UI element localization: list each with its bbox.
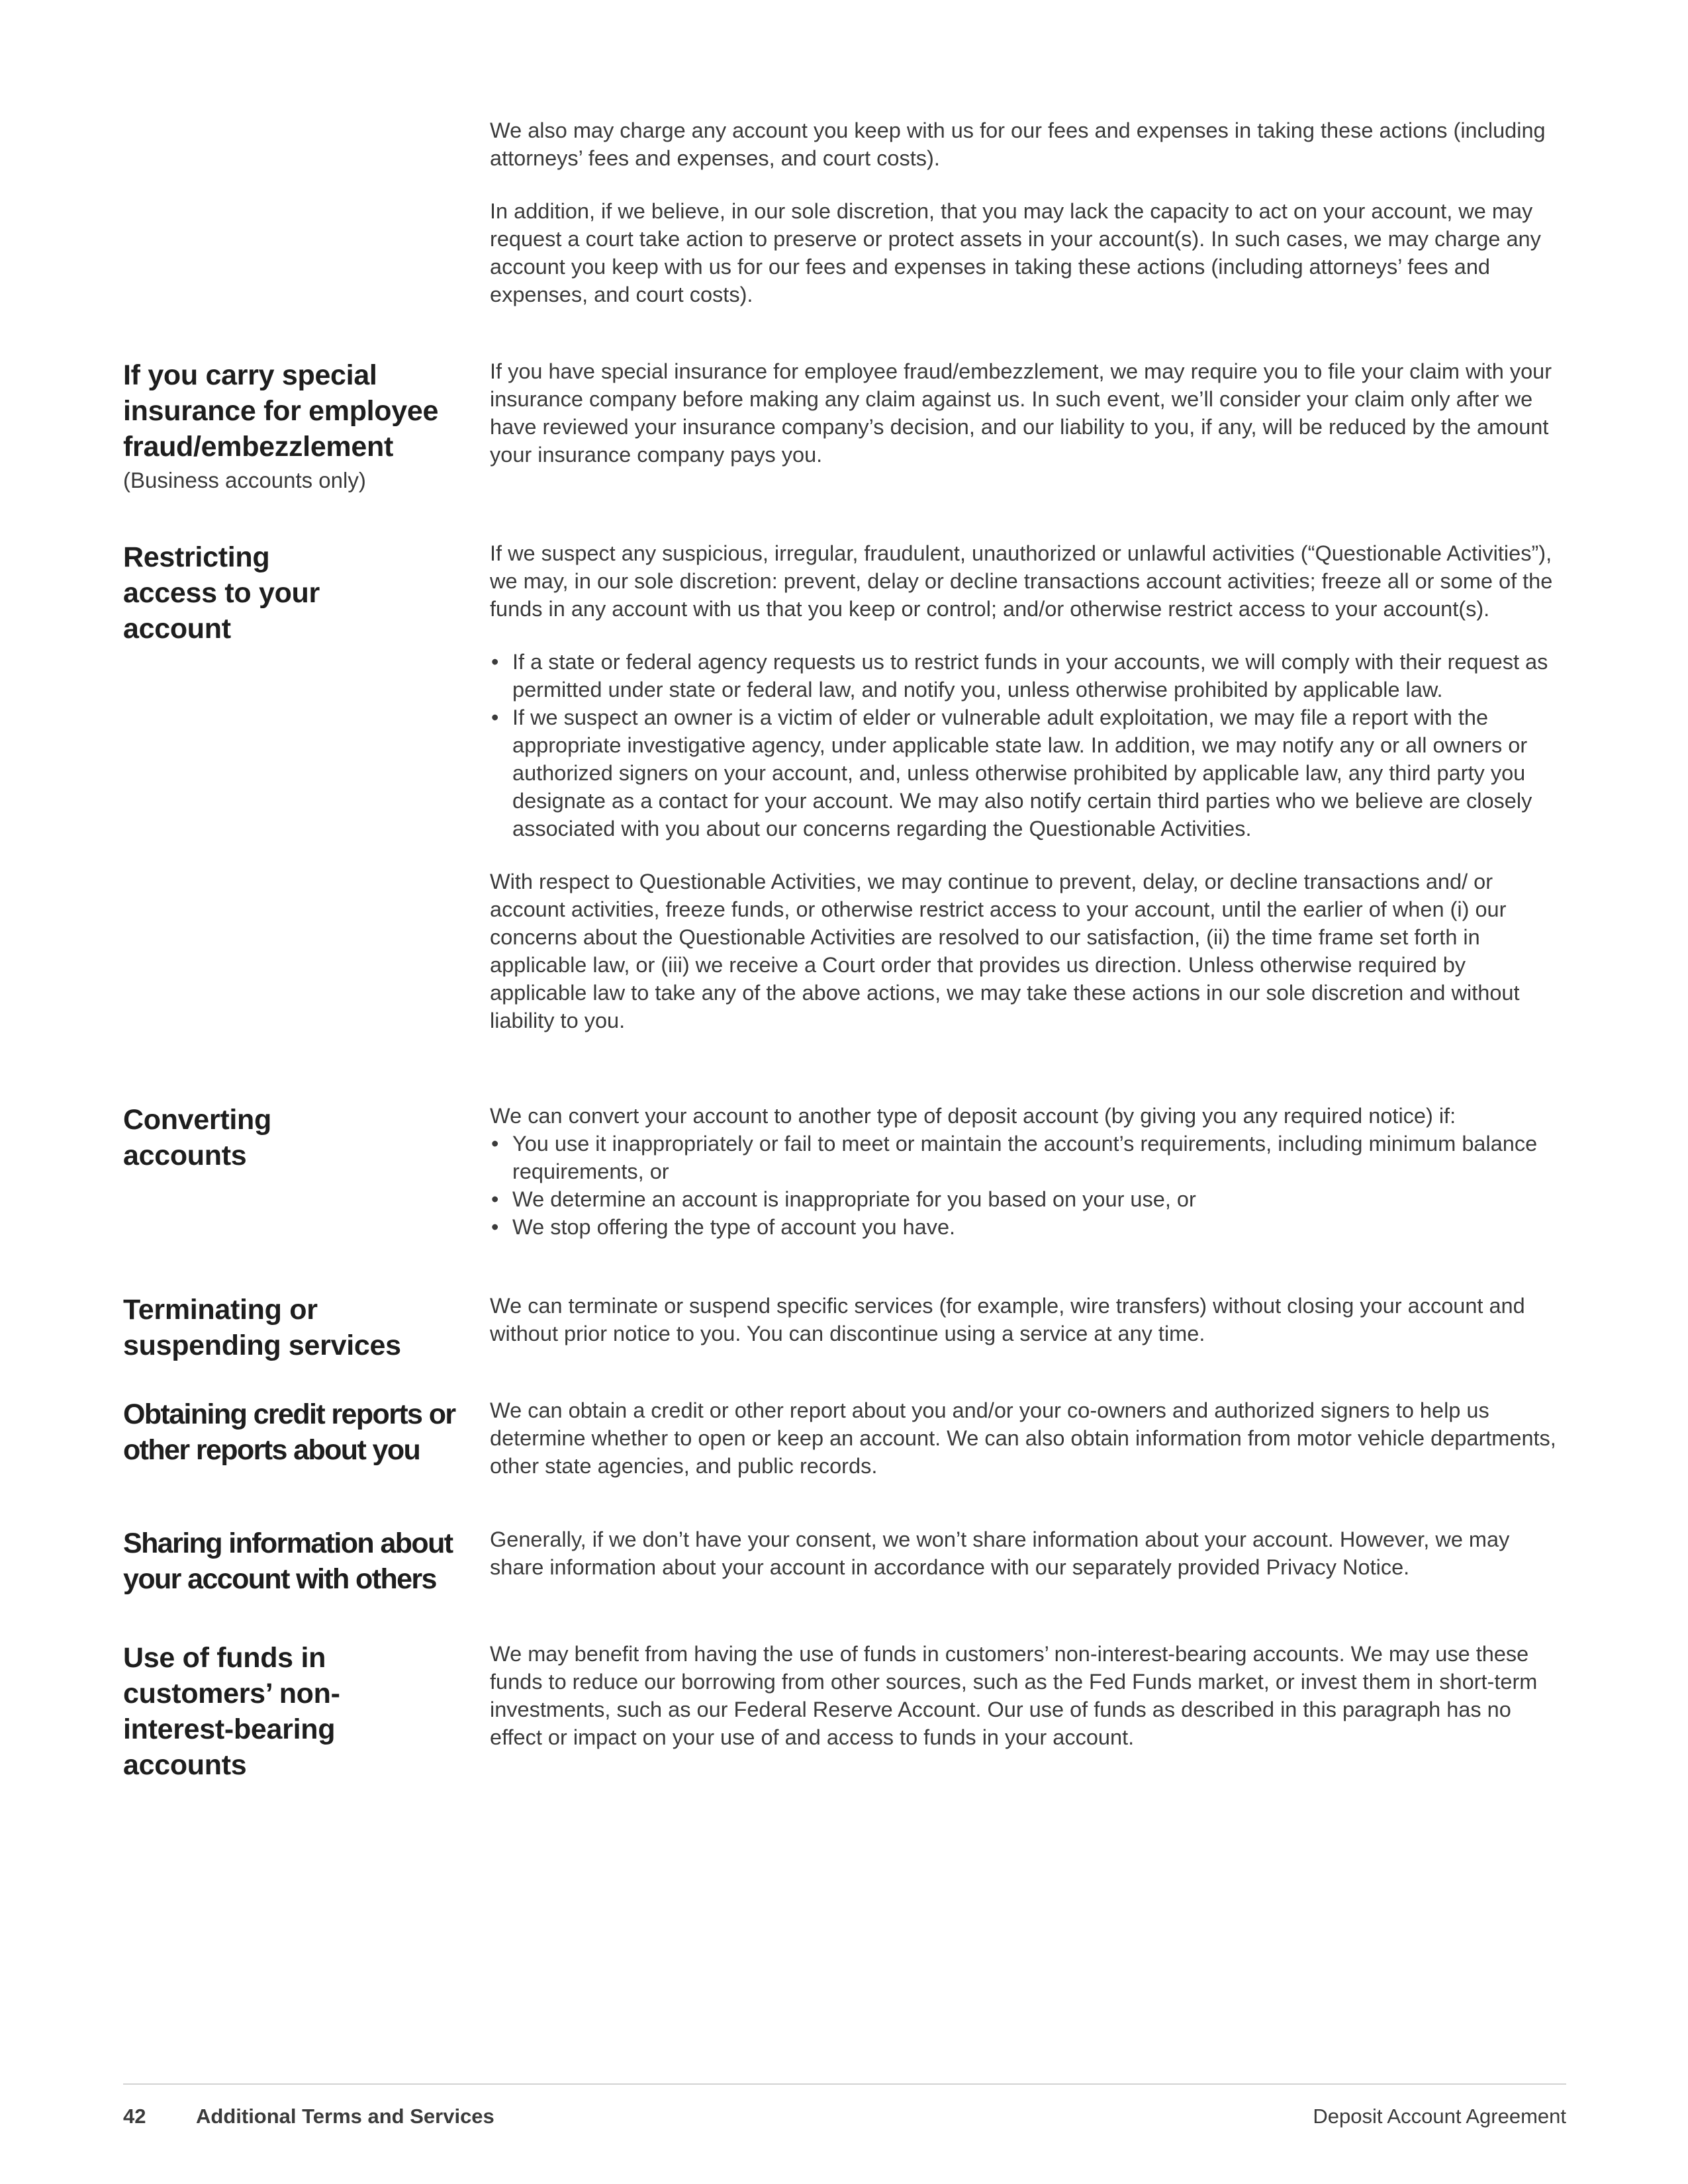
bullet-item: • We stop offering the type of account you have. (491, 1215, 956, 1239)
body-paragraph: If we suspect any suspicious, irregular, fraudulent, unauthorized or unlawful activities (“Questionable Activities”), we may, in our sole discretion: prevent, delay or decline transactions account activities; freeze all or some of the funds in any account with us that you keep or control; and/or otherwise restrict access to your account(s). (490, 541, 1553, 621)
section-heading (123, 1292, 434, 1363)
bullet-list (490, 1130, 1566, 1241)
section-body (490, 1102, 1566, 1241)
body-paragraph: Generally, if we don’t have your consent, we won’t share information about your account. However, we may share information about your account in accordance with our separately provided Privacy Notice. (490, 1527, 1510, 1579)
section-heading (123, 1396, 474, 1468)
section-title: Sharing information about your account with others (123, 1527, 453, 1595)
intro-paragraph: In addition, if we believe, in our sole discretion, that you may lack the capacity to act on your account, we may request a court take action to preserve or protect assets in your account(s). In such cases, we may charge any account you keep with us for our fees and expenses in taking these actions (including attorneys’ fees and expenses, and court costs). (490, 199, 1541, 306)
bullet-item: • If a state or federal agency requests us to restrict funds in your accounts, we will comply with their request as permitted under state or federal law, and notify you, unless otherwise prohibited by applicable law. (491, 650, 1548, 702)
section-body (490, 539, 1566, 1060)
section-heading (123, 357, 454, 495)
section-heading (123, 1640, 441, 1783)
section-heading (123, 1102, 322, 1173)
body-paragraph: We can terminate or suspend specific services (for example, wire transfers) without closing your account and without prior notice to you. You can discontinue using a service at any time. (490, 1294, 1525, 1345)
bullet-item: • You use it inappropriately or fail to meet or maintain the account’s requirements, including minimum balance requirements, or (491, 1132, 1538, 1183)
body-paragraph: We may benefit from having the use of funds in customers’ non-interest-bearing accounts. We may use these funds to reduce our borrowing from other sources, such as the Fed Funds market, or invest them in short-term investments, such as our Federal Reserve Account. Our use of funds as described in this paragraph has no effect or impact on your use of and access to funds in your account. (490, 1642, 1538, 1749)
section-title: Use of funds in customers’ non-interest-bearing accounts (123, 1642, 340, 1781)
section-title: Restricting access to your account (123, 541, 320, 645)
bullet-list (490, 648, 1566, 842)
section-title: Obtaining credit reports or other reports about you (123, 1398, 455, 1466)
section-heading (123, 1525, 474, 1597)
intro-continuation (490, 116, 1566, 334)
section-title: If you carry special insurance for employee fraud/embezzlement (123, 359, 439, 463)
bullet-item: • If we suspect an owner is a victim of elder or vulnerable adult exploitation, we may file a report with the appropriate investigative agency, under applicable state law. In addition, we may notify any or all owners or authorized signers on your account, and, unless otherwise prohibited by applicable law, any third party you designate as a contact for your account. We may also notify certain third parties who we believe are closely associated with you about our concerns regarding the Questionable Activities. (491, 705, 1532, 841)
body-paragraph: We can convert your account to another type of deposit account (by giving you any required notice) if: (490, 1104, 1456, 1128)
intro-paragraph: We also may charge any account you keep with us for our fees and expenses in taking these actions (including attorneys’ fees and expenses, and court costs). (490, 118, 1546, 170)
section-body (490, 1292, 1566, 1373)
bullet-item: • We determine an account is inappropriate for you based on your use, or (491, 1187, 1196, 1211)
body-paragraph: We can obtain a credit or other report about you and/or your co-owners and authorized signers to help us determine whether to open or keep an account. We can also obtain information from motor vehicle departments, other state agencies, and public records. (490, 1398, 1556, 1478)
section-body (490, 357, 1566, 494)
section-note: (Business accounts only) (123, 468, 366, 492)
page-number: 42 (123, 2105, 146, 2128)
section-body (490, 1525, 1566, 1606)
section-body (490, 1396, 1566, 1505)
footer-divider (123, 2083, 1566, 2085)
section-title: Converting accounts (123, 1104, 271, 1171)
body-paragraph: With respect to Questionable Activities, we may continue to prevent, delay, or decline transactions and/ or account activities, freeze funds, or otherwise restrict access to your account, until the earlier of when (i) our concerns about the Questionable Activities are resolved to our satisfaction, (ii) the time frame set forth in applicable law, or (iii) we receive a Court order that provides us direction. Unless otherwise required by applicable law to take any of the above actions, we may take these actions in our sole discretion and without liability to you. (490, 870, 1520, 1032)
body-paragraph: If you have special insurance for employee fraud/embezzlement, we may require you to file your claim with your insurance company before making any claim against us. In such event, we’ll consider your claim only after we have reviewed your insurance company’s decision, and our liability to you, if any, will be reduced by the amount your insurance company pays you. (490, 359, 1552, 467)
footer-document-name: Deposit Account Agreement (1313, 2105, 1566, 2128)
page-footer (123, 2102, 1566, 2131)
footer-section-name: Additional Terms and Services (196, 2105, 494, 2128)
section-heading (123, 539, 348, 647)
section-body (490, 1640, 1566, 1776)
section-title: Terminating or suspending services (123, 1294, 401, 1361)
